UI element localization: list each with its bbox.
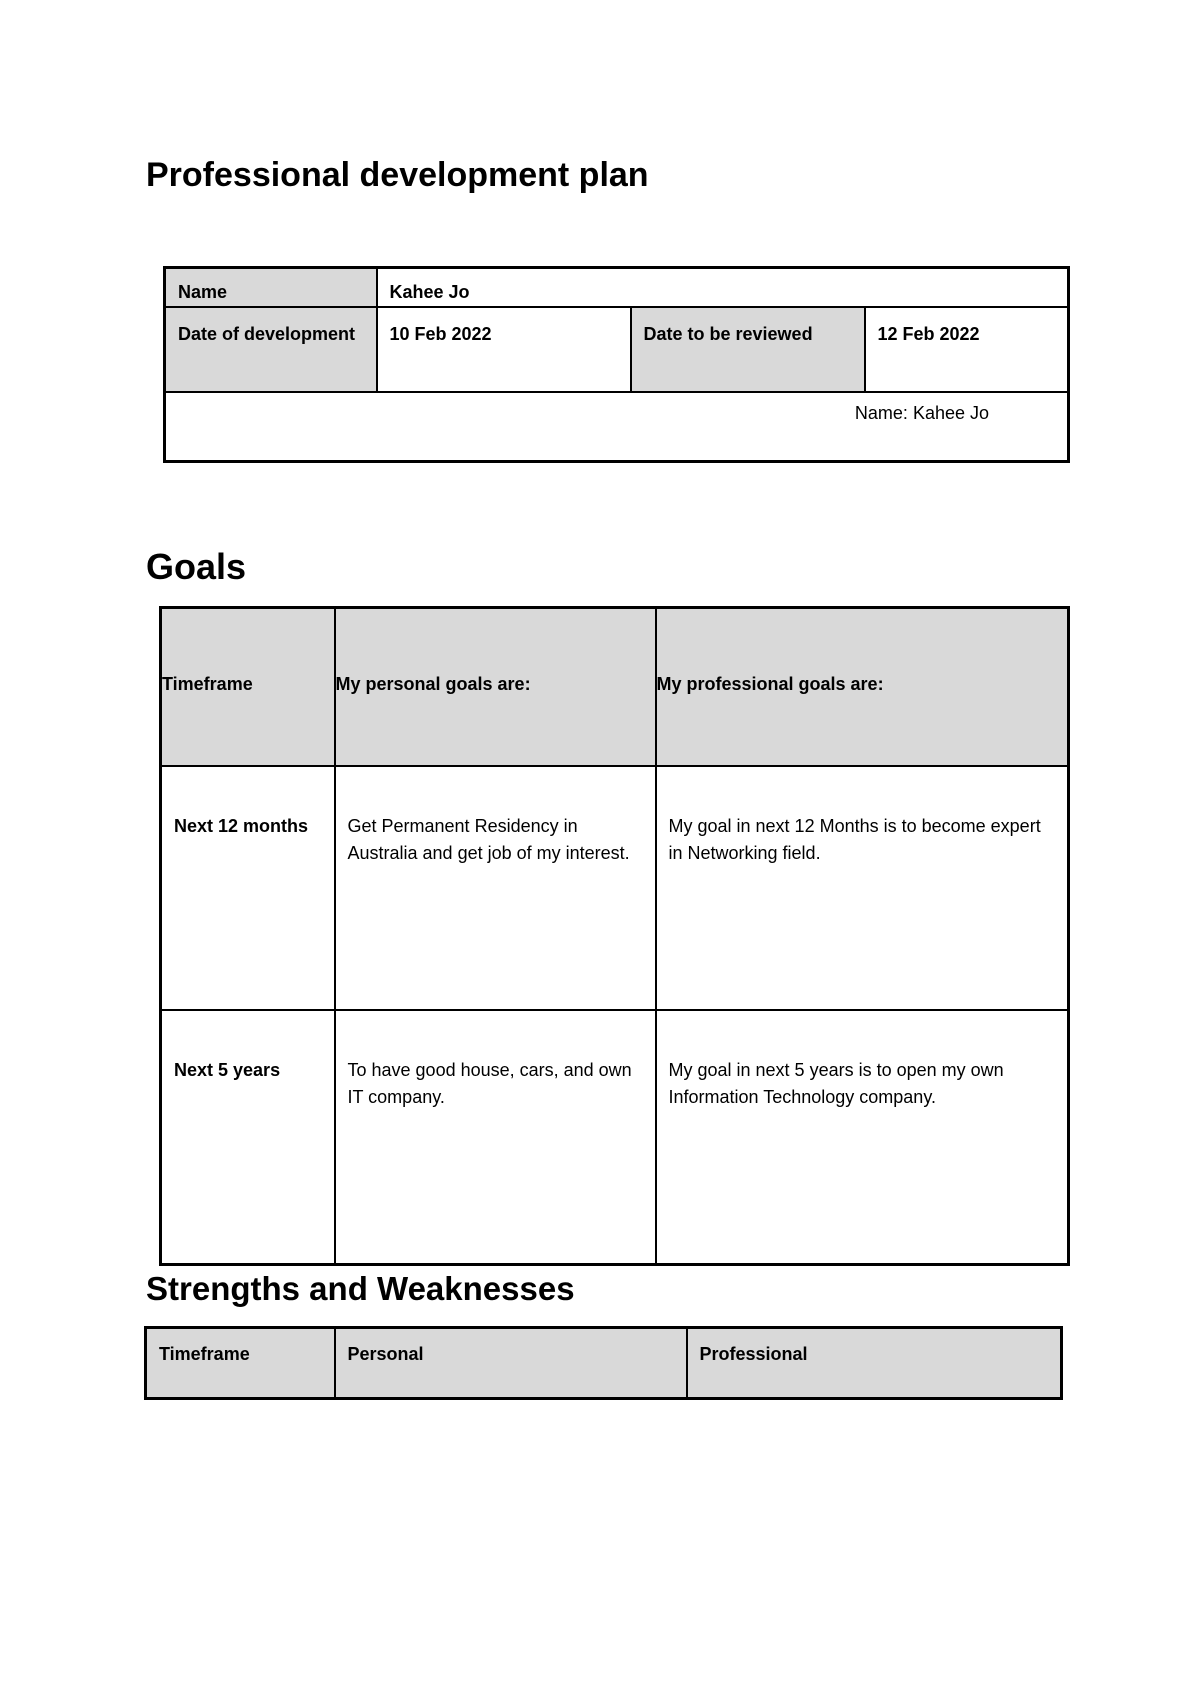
info-row-dates (165, 307, 1069, 392)
date-to-be-reviewed-label: Date to be reviewed (631, 307, 865, 392)
info-row-signature (165, 392, 1069, 462)
goals-header-row (161, 608, 1069, 767)
strengths-header-personal: Personal (335, 1328, 687, 1399)
personal-goal: Get Permanent Residency in Australia and get job of my interest. (335, 766, 656, 1010)
signature-name: Name: Kahee Jo (165, 392, 1069, 462)
name-label: Name (165, 268, 377, 308)
name-value: Kahee Jo (377, 268, 1069, 308)
info-row-name (165, 268, 1069, 308)
table-row (161, 1010, 1069, 1265)
strengths-weaknesses-table (144, 1326, 1063, 1400)
goals-table (159, 606, 1070, 1266)
goals-header-professional: My professional goals are: (656, 608, 1069, 767)
table-row (161, 766, 1069, 1010)
strengths-header-timeframe: Timeframe (146, 1328, 335, 1399)
professional-goal: My goal in next 5 years is to open my own Information Technology company. (656, 1010, 1069, 1265)
page-title: Professional development plan (146, 156, 649, 194)
goals-heading: Goals (146, 546, 247, 587)
goal-timeframe: Next 12 months (161, 766, 335, 1010)
strengths-header-row (146, 1328, 1062, 1399)
personal-goal: To have good house, cars, and own IT company. (335, 1010, 656, 1265)
goals-header-timeframe: Timeframe (161, 608, 335, 767)
info-table (163, 266, 1070, 463)
date-of-development-label: Date of development (165, 307, 377, 392)
strengths-header-professional: Professional (687, 1328, 1062, 1399)
strengths-weaknesses-heading: Strengths and Weaknesses (146, 1270, 575, 1307)
professional-goal: My goal in next 12 Months is to become expert in Networking field. (656, 766, 1069, 1010)
goals-header-personal: My personal goals are: (335, 608, 656, 767)
goal-timeframe: Next 5 years (161, 1010, 335, 1265)
date-to-be-reviewed-value: 12 Feb 2022 (865, 307, 1069, 392)
date-of-development-value: 10 Feb 2022 (377, 307, 631, 392)
